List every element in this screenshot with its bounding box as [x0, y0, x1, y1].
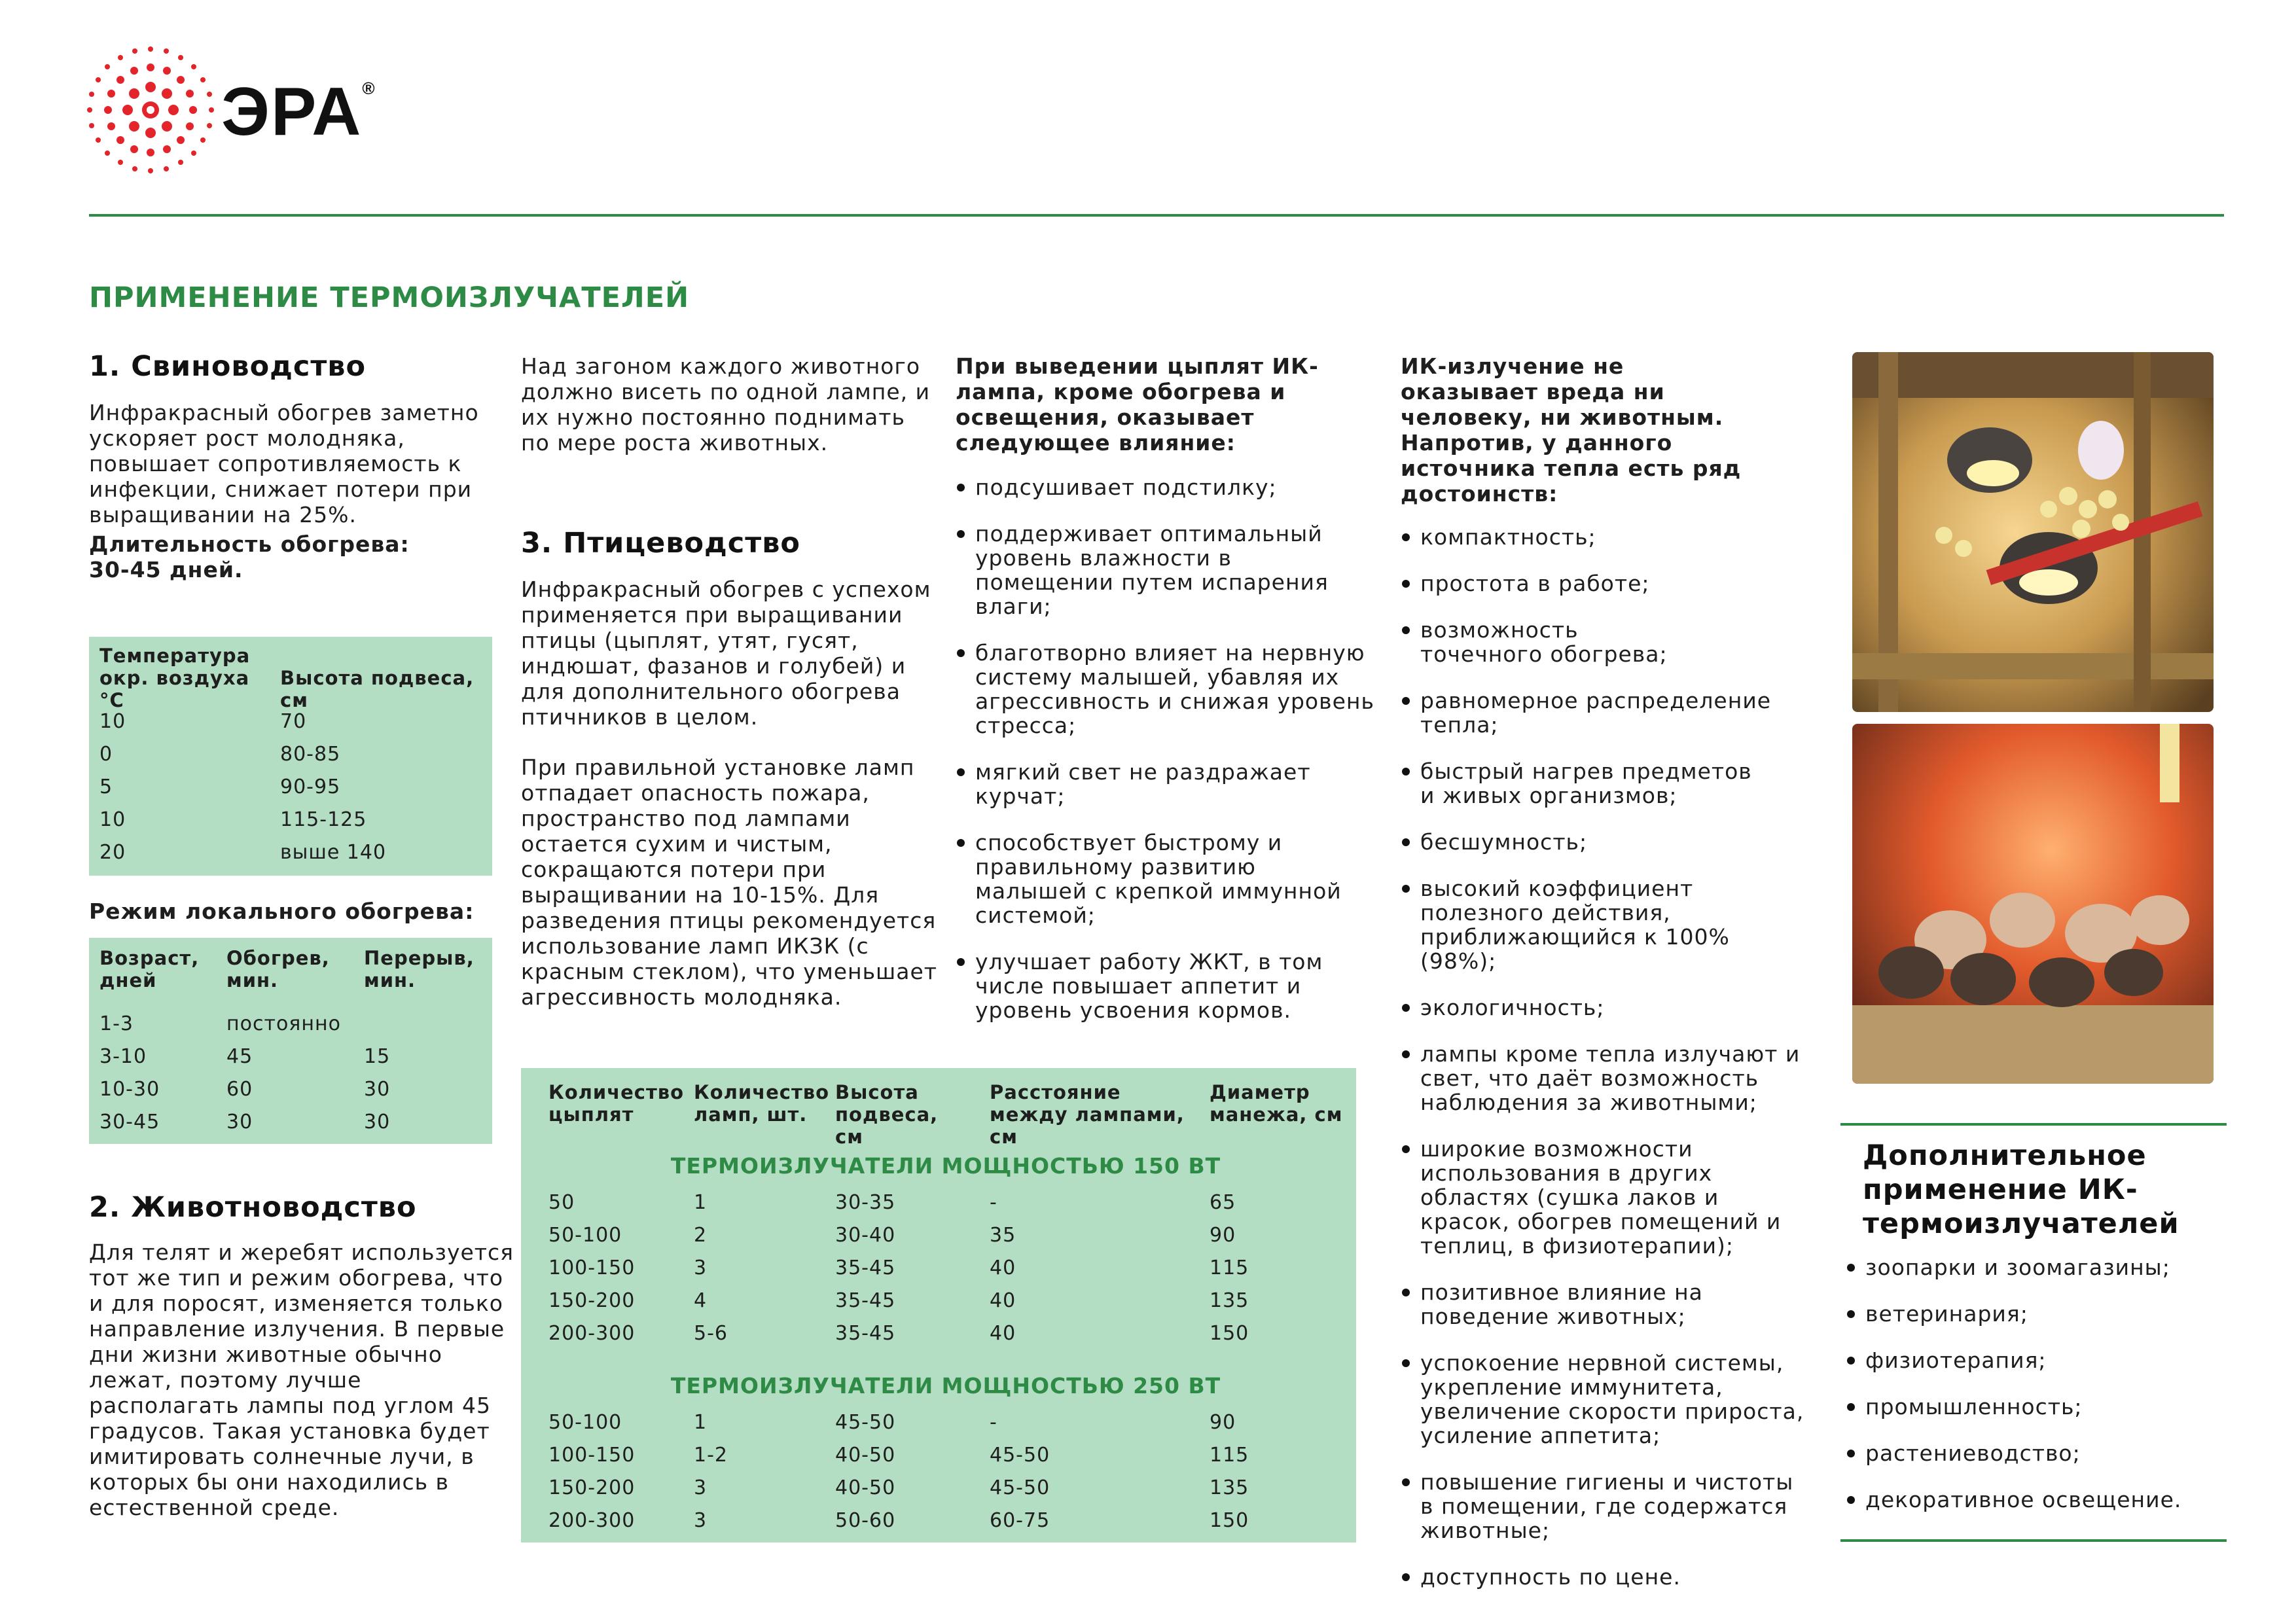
table-header: Количество ламп, шт. — [694, 1081, 830, 1126]
list-item: доступность по цене. — [1401, 1565, 1806, 1589]
section-heading: 1. Свиноводство — [89, 350, 367, 383]
list-item: широкие возможности использования в других областях (сушка лаков и красок, обогрев помещений и теплиц, в физиотерапии); — [1401, 1137, 1806, 1258]
header-rule — [89, 214, 2224, 217]
list-item: возможность точечного обогрева; — [1401, 618, 1702, 666]
table-row: 10-30 60 30 — [99, 1078, 391, 1101]
table-header: Температура окр. воздуха °C — [99, 645, 251, 711]
list-item: высокий коэффициент полезного действия, приближающийся к 100% (98%); — [1401, 876, 1806, 973]
section-heading: 3. Птицеводство — [521, 527, 800, 560]
table-row: 100-150 1-2 40-50 45-50 115 — [548, 1444, 1249, 1467]
list-item: физиотерапия; — [1846, 1348, 2229, 1372]
list-item: улучшает работу ЖКТ, в том числе повышает аппетит и уровень усвоения кормов. — [956, 950, 1374, 1022]
table-row: 150-200 3 40-50 45-50 135 — [548, 1476, 1249, 1499]
list-item: быстрый нагрев предметов и живых организмов; — [1401, 759, 1767, 808]
table-header: Высота подвеса, см — [280, 667, 475, 711]
list-item: простота в работе; — [1401, 571, 1806, 596]
temperature-table — [89, 637, 492, 876]
table-header: Обогрев, мин. — [226, 947, 330, 991]
logo-sun-icon — [85, 45, 216, 175]
table-row: 3-10 45 15 — [99, 1045, 391, 1068]
list-item: благотворно влияет на нервную систему малышей, убавляя их агрессивность и снижая уровень стресса; — [956, 641, 1374, 738]
table-row: 100-150 3 35-45 40 115 — [548, 1257, 1249, 1279]
list-item: промышленность; — [1846, 1395, 2229, 1419]
table-header: Высота подвеса, см — [835, 1081, 939, 1148]
list-item: лампы кроме тепла излучают и свет, что даёт возможность наблюдения за животными; — [1401, 1042, 1806, 1115]
table-row: 10 115-125 — [99, 808, 367, 831]
group-title-150w: ТЕРМОИЗЛУЧАТЕЛИ МОЩНОСТЬЮ 150 ВТ — [670, 1153, 1221, 1179]
table-row: 200-300 3 50-60 60-75 150 — [548, 1509, 1249, 1532]
section-text: При правильной установке ламп отпадает опасность пожара, пространство под лампами остается сухим и чистым, сокращаются потери при выращивании на 10-15%. Для разведения птицы рекомендуется использование ламп ИКЗК (с красным стеклом), что уменьшает агрессивность молодняка. — [521, 755, 937, 1010]
table-row: 0 80-85 — [99, 743, 341, 766]
table-row: 5 90-95 — [99, 776, 341, 798]
photo-chicks-under-lamps — [1852, 352, 2214, 712]
lamp-placement-text: Над загоном каждого животного должно висеть по одной лампе, и их нужно постоянно поднимать по мере роста животных. — [521, 353, 931, 455]
logo-name: ЭРА — [221, 74, 363, 150]
table-row: 150-200 4 35-45 40 135 — [548, 1289, 1249, 1312]
list-item: бесшумность; — [1401, 830, 1806, 854]
table-row: 50-100 1 45-50 - 90 — [548, 1411, 1236, 1434]
table-row: 1-3 постоянно — [99, 1012, 341, 1035]
additional-applications — [1863, 1139, 2229, 1512]
table-header: Диаметр манежа, см — [1210, 1081, 1343, 1126]
chick-lamp-table — [521, 1068, 1356, 1543]
page-title: ПРИМЕНЕНИЕ ТЕРМОИЗЛУЧАТЕЛЕЙ — [89, 281, 690, 314]
table-row: 20 выше 140 — [99, 841, 387, 864]
list-item: зоопарки и зоомагазины; — [1846, 1255, 2229, 1279]
table-row: 50-100 2 30-40 35 90 — [548, 1224, 1236, 1247]
section-pig-farming — [89, 350, 508, 582]
list-item: компактность; — [1401, 525, 1806, 549]
table-header: Возраст, дней — [99, 947, 200, 991]
ir-advantages — [1401, 353, 1806, 1589]
table-row: 10 70 — [99, 710, 307, 733]
advantages-list — [1401, 525, 1806, 1589]
section-text: Для телят и жеребят используется тот же тип и режим обогрева, что и для поросят, изменяется только направление излучения. В первые дни жизни животные обычно лежат, поэтому лучше располагать лампы под углом 45 градусов. Такая установка будет имитировать солнечные лучи, в которых бы они находились в естественной среде. — [89, 1240, 514, 1520]
list-item: повышение гигиены и чистоты в помещении, где содержатся животные; — [1401, 1470, 1806, 1543]
logo-registered-mark: ® — [362, 79, 376, 98]
table-row: 200-300 5-6 35-45 40 150 — [548, 1322, 1249, 1345]
list-item: подсушивает подстилку; — [956, 475, 1374, 499]
section-poultry — [521, 527, 940, 1010]
list-item: декоративное освещение. — [1846, 1488, 2229, 1512]
list-item: поддерживает оптимальный уровень влажности в помещении путем испарения влаги; — [956, 522, 1374, 618]
chick-effects — [956, 353, 1374, 1022]
effects-list — [956, 475, 1374, 1022]
list-item: способствует быстрому и правильному развитию малышей с крепкой иммунной системой; — [956, 830, 1374, 927]
list-item: мягкий свет не раздражает курчат; — [956, 760, 1322, 808]
extra-top-rule — [1840, 1123, 2227, 1126]
list-item: успокоение нервной системы, укрепление иммунитета, увеличение скорости прироста, усиление аппетита; — [1401, 1351, 1806, 1448]
section-livestock — [89, 1191, 514, 1520]
table-header: Количество цыплят — [548, 1081, 685, 1126]
extra-bottom-rule — [1840, 1539, 2227, 1542]
list-item: растениеводство; — [1846, 1441, 2229, 1465]
section-text: Инфракрасный обогрев заметно ускоряет рост молодняка, повышает сопротивляемость к инфекции, снижает потери при выращивании на 25%. — [89, 400, 479, 527]
list-item: позитивное влияние на поведение животных; — [1401, 1280, 1741, 1329]
heating-duration: Длительность обогрева: 30-45 дней. — [89, 531, 410, 582]
group-title-250w: ТЕРМОИЗЛУЧАТЕЛИ МОЩНОСТЬЮ 250 ВТ — [670, 1373, 1221, 1399]
extra-list — [1846, 1255, 2229, 1512]
table-header: Перерыв, мин. — [364, 947, 475, 991]
section-heading: 2. Животноводство — [89, 1191, 417, 1224]
table-row: 30-45 30 30 — [99, 1111, 391, 1133]
table-row: 50 1 30-35 - 65 — [548, 1191, 1236, 1214]
logo — [85, 45, 376, 175]
extra-heading: Дополнительное применение ИК-термоизлучателей — [1863, 1139, 2179, 1240]
local-heating-table — [89, 938, 492, 1144]
list-item: экологичность; — [1401, 995, 1806, 1020]
list-item: равномерное распределение тепла; — [1401, 688, 1780, 737]
table-header: Расстояние между лампами, см — [990, 1081, 1185, 1148]
advantages-intro: ИК-излучение не оказывает вреда ни человеку, ни животным. Напротив, у данного источника тепла есть ряд достоинств: — [1401, 353, 1742, 507]
effects-intro: При выведении цыплят ИК-лампа, кроме обогрева и освещения, оказывает следующее влияние: — [956, 353, 1319, 455]
photo-chicks-red-light — [1852, 724, 2214, 1084]
local-heating-heading: Режим локального обогрева: — [89, 899, 475, 924]
section-text: Инфракрасный обогрев с успехом применяется при выращивании птицы (цыплят, утят, гусят, индюшат, фазанов и голубей) и для дополнительного обогрева птичников в целом. — [521, 577, 931, 730]
list-item: ветеринария; — [1846, 1302, 2229, 1326]
